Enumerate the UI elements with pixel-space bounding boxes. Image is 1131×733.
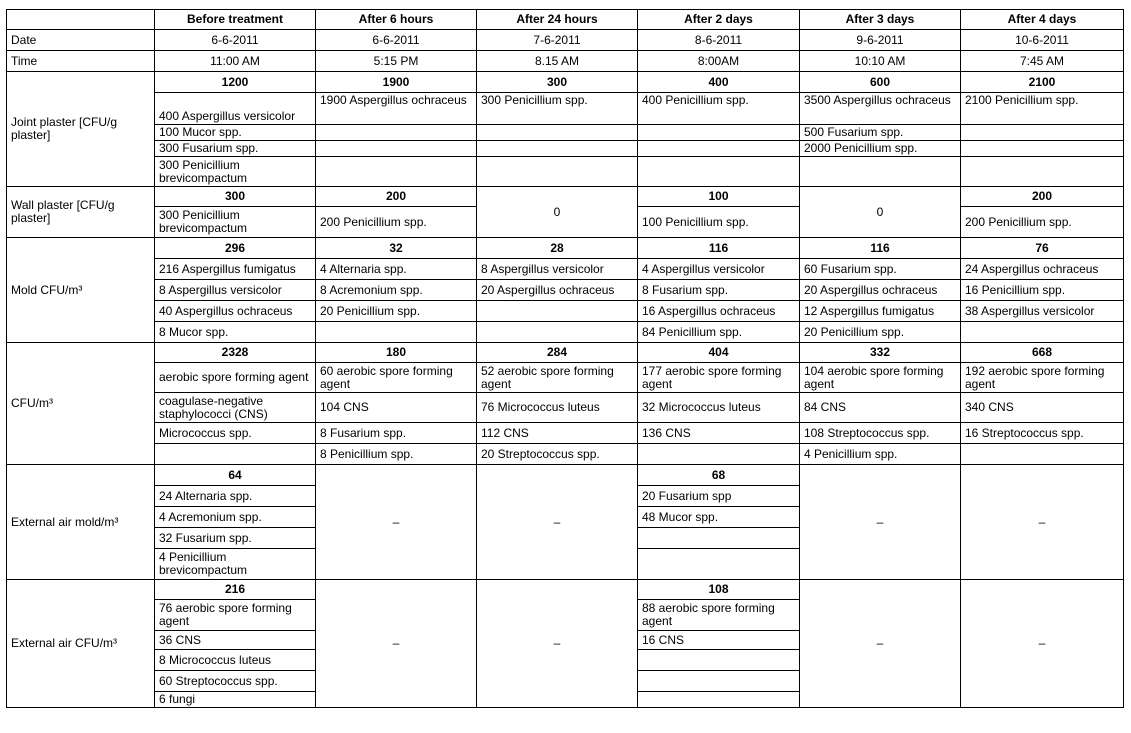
total-cell: 2100 [961,72,1124,93]
organism-cell [638,671,800,692]
time-cell: 7:45 AM [961,51,1124,72]
organism-cell: 8 Mucor spp. [155,322,316,343]
organism-cell: 76 aerobic spore forming agent [155,600,316,631]
organism-cell [961,157,1124,187]
total-cell: 1900 [316,72,477,93]
table-row [7,423,1124,444]
organism-cell: 4 Penicillium brevicompactum [155,549,316,580]
organism-cell: 24 Aspergillus ochraceus [961,259,1124,280]
total-cell: 668 [961,343,1124,363]
date-cell: 6-6-2011 [155,30,316,51]
table-row [7,444,1124,465]
row-label: Wall plaster [CFU/g plaster] [7,187,155,238]
total-cell: 200 [961,187,1124,207]
organism-cell [800,157,961,187]
organism-cell: 12 Aspergillus fumigatus [800,301,961,322]
organism-cell [638,528,800,549]
table-row [7,322,1124,343]
organism-cell: 32 Fusarium spp. [155,528,316,549]
total-cell: 332 [800,343,961,363]
organism-cell [316,157,477,187]
organism-cell: 177 aerobic spore forming agent [638,363,800,393]
table-row [7,393,1124,423]
organism-cell [477,141,638,157]
total-cell: 1200 [155,72,316,93]
value-cell: – [800,465,961,580]
organism-cell [477,157,638,187]
organism-cell: 76 Micrococcus luteus [477,393,638,423]
value-cell: – [961,580,1124,708]
organism-cell: 8 Fusarium spp. [316,423,477,444]
total-cell: 600 [800,72,961,93]
organism-cell [961,322,1124,343]
total-cell: 404 [638,343,800,363]
organism-cell: 84 Penicillium spp. [638,322,800,343]
total-cell: 200 [316,187,477,207]
total-cell: 296 [155,238,316,259]
header-after-2-days: After 2 days [638,10,800,30]
organism-cell: 104 aerobic spore forming agent [800,363,961,393]
date-cell: 6-6-2011 [316,30,477,51]
time-cell: 8.15 AM [477,51,638,72]
organism-cell [638,650,800,671]
organism-cell: 400 Penicillium spp. [638,93,800,125]
organism-cell: 500 Fusarium spp. [800,125,961,141]
header-cell-corner [7,10,155,30]
external-cfu-total-row [7,580,1124,600]
organism-cell: 104 CNS [316,393,477,423]
organism-cell: 60 aerobic spore forming agent [316,363,477,393]
organism-cell: 200 Penicillium spp. [961,207,1124,238]
date-row [7,30,1124,51]
document [6,9,1124,708]
table-row [7,141,1124,157]
organism-cell: 38 Aspergillus versicolor [961,301,1124,322]
organism-cell: 20 Streptococcus spp. [477,444,638,465]
organism-cell: 24 Alternaria spp. [155,486,316,507]
organism-cell [638,692,800,708]
organism-cell [638,444,800,465]
results-table [6,9,1124,708]
total-cell: 300 [155,187,316,207]
total-cell: 64 [155,465,316,486]
time-cell: 8:00AM [638,51,800,72]
organism-cell: 52 aerobic spore forming agent [477,363,638,393]
organism-cell [316,125,477,141]
date-cell: 7-6-2011 [477,30,638,51]
organism-cell: 340 CNS [961,393,1124,423]
organism-cell [477,301,638,322]
organism-cell: 108 Streptococcus spp. [800,423,961,444]
row-label: CFU/m³ [7,343,155,465]
organism-cell: 8 Aspergillus versicolor [477,259,638,280]
organism-cell: 300 Penicillium brevicompactum [155,157,316,187]
table-row [7,157,1124,187]
organism-cell: 16 Penicillium spp. [961,280,1124,301]
organism-cell [638,125,800,141]
total-cell: 400 [638,72,800,93]
organism-cell: 2100 Penicillium spp. [961,93,1124,125]
organism-cell: 16 Aspergillus ochraceus [638,301,800,322]
value-cell: – [477,580,638,708]
total-cell: 32 [316,238,477,259]
value-cell: 0 [477,187,638,238]
organism-cell: 4 Acremonium spp. [155,507,316,528]
organism-cell: 400 Aspergillus versicolor [155,93,316,125]
organism-cell: 20 Aspergillus ochraceus [800,280,961,301]
total-cell: 28 [477,238,638,259]
organism-cell: 200 Penicillium spp. [316,207,477,238]
organism-cell: 60 Streptococcus spp. [155,671,316,692]
organism-cell [316,322,477,343]
organism-cell: 136 CNS [638,423,800,444]
total-cell: 100 [638,187,800,207]
external-mold-total-row [7,465,1124,486]
row-label: Date [7,30,155,51]
organism-cell [638,157,800,187]
organism-cell: coagulase-negative staphylococci (CNS) [155,393,316,423]
organism-cell: 300 Penicillium spp. [477,93,638,125]
organism-cell: 8 Aspergillus versicolor [155,280,316,301]
time-row [7,51,1124,72]
row-label: Mold CFU/m³ [7,238,155,343]
date-cell: 9-6-2011 [800,30,961,51]
total-cell: 116 [800,238,961,259]
header-row [7,10,1124,30]
organism-cell: 20 Aspergillus ochraceus [477,280,638,301]
organism-cell: 100 Penicillium spp. [638,207,800,238]
organism-cell: 6 fungi [155,692,316,708]
time-cell: 11:00 AM [155,51,316,72]
date-cell: 8-6-2011 [638,30,800,51]
row-label: Joint plaster [CFU/g plaster] [7,72,155,187]
organism-cell: 8 Acremonium spp. [316,280,477,301]
value-cell: – [961,465,1124,580]
organism-cell: 8 Penicillium spp. [316,444,477,465]
organism-cell: aerobic spore forming agent [155,363,316,393]
organism-cell: 112 CNS [477,423,638,444]
value-cell: 0 [800,187,961,238]
value-cell: – [316,580,477,708]
table-row [7,93,1124,125]
value-cell: – [477,465,638,580]
table-row [7,259,1124,280]
total-cell: 2328 [155,343,316,363]
time-cell: 10:10 AM [800,51,961,72]
organism-cell: 300 Fusarium spp. [155,141,316,157]
time-cell: 5:15 PM [316,51,477,72]
organism-cell: 20 Penicillium spp. [316,301,477,322]
total-cell: 284 [477,343,638,363]
row-label: External air CFU/m³ [7,580,155,708]
header-after-24-hours: After 24 hours [477,10,638,30]
organism-cell [638,141,800,157]
row-label: External air mold/m³ [7,465,155,580]
value-cell: – [316,465,477,580]
total-cell: 300 [477,72,638,93]
organism-cell: 216 Aspergillus fumigatus [155,259,316,280]
organism-cell [961,444,1124,465]
organism-cell: 2000 Penicillium spp. [800,141,961,157]
organism-cell [477,322,638,343]
table-row [7,301,1124,322]
organism-cell: 4 Aspergillus versicolor [638,259,800,280]
organism-cell: 4 Alternaria spp. [316,259,477,280]
organism-cell: 3500 Aspergillus ochraceus [800,93,961,125]
organism-cell: Micrococcus spp. [155,423,316,444]
cfu-total-row [7,343,1124,363]
total-cell: 108 [638,580,800,600]
organism-cell: 48 Mucor spp. [638,507,800,528]
table-row [7,125,1124,141]
organism-cell: 8 Micrococcus luteus [155,650,316,671]
row-label: Time [7,51,155,72]
organism-cell: 20 Fusarium spp [638,486,800,507]
organism-cell: 300 Penicillium brevicompactum [155,207,316,238]
total-cell: 68 [638,465,800,486]
table-row [7,280,1124,301]
organism-cell: 88 aerobic spore forming agent [638,600,800,631]
header-before-treatment: Before treatment [155,10,316,30]
organism-cell: 60 Fusarium spp. [800,259,961,280]
organism-cell [316,141,477,157]
mold-total-row [7,238,1124,259]
organism-cell: 40 Aspergillus ochraceus [155,301,316,322]
organism-cell [961,125,1124,141]
organism-cell: 16 CNS [638,631,800,650]
organism-cell: 32 Micrococcus luteus [638,393,800,423]
organism-cell [155,444,316,465]
total-cell: 76 [961,238,1124,259]
header-after-3-days: After 3 days [800,10,961,30]
organism-cell: 20 Penicillium spp. [800,322,961,343]
organism-cell [638,549,800,580]
total-cell: 216 [155,580,316,600]
organism-cell: 100 Mucor spp. [155,125,316,141]
value-cell: – [800,580,961,708]
organism-cell: 84 CNS [800,393,961,423]
organism-cell: 36 CNS [155,631,316,650]
header-after-4-days: After 4 days [961,10,1124,30]
wall-plaster-total-row [7,187,1124,207]
organism-cell: 192 aerobic spore forming agent [961,363,1124,393]
organism-cell: 8 Fusarium spp. [638,280,800,301]
organism-cell [477,125,638,141]
date-cell: 10-6-2011 [961,30,1124,51]
table-row [7,363,1124,393]
organism-cell: 1900 Aspergillus ochraceus [316,93,477,125]
total-cell: 116 [638,238,800,259]
total-cell: 180 [316,343,477,363]
organism-cell [961,141,1124,157]
header-after-6-hours: After 6 hours [316,10,477,30]
organism-cell: 4 Penicillium spp. [800,444,961,465]
joint-plaster-total-row [7,72,1124,93]
organism-cell: 16 Streptococcus spp. [961,423,1124,444]
